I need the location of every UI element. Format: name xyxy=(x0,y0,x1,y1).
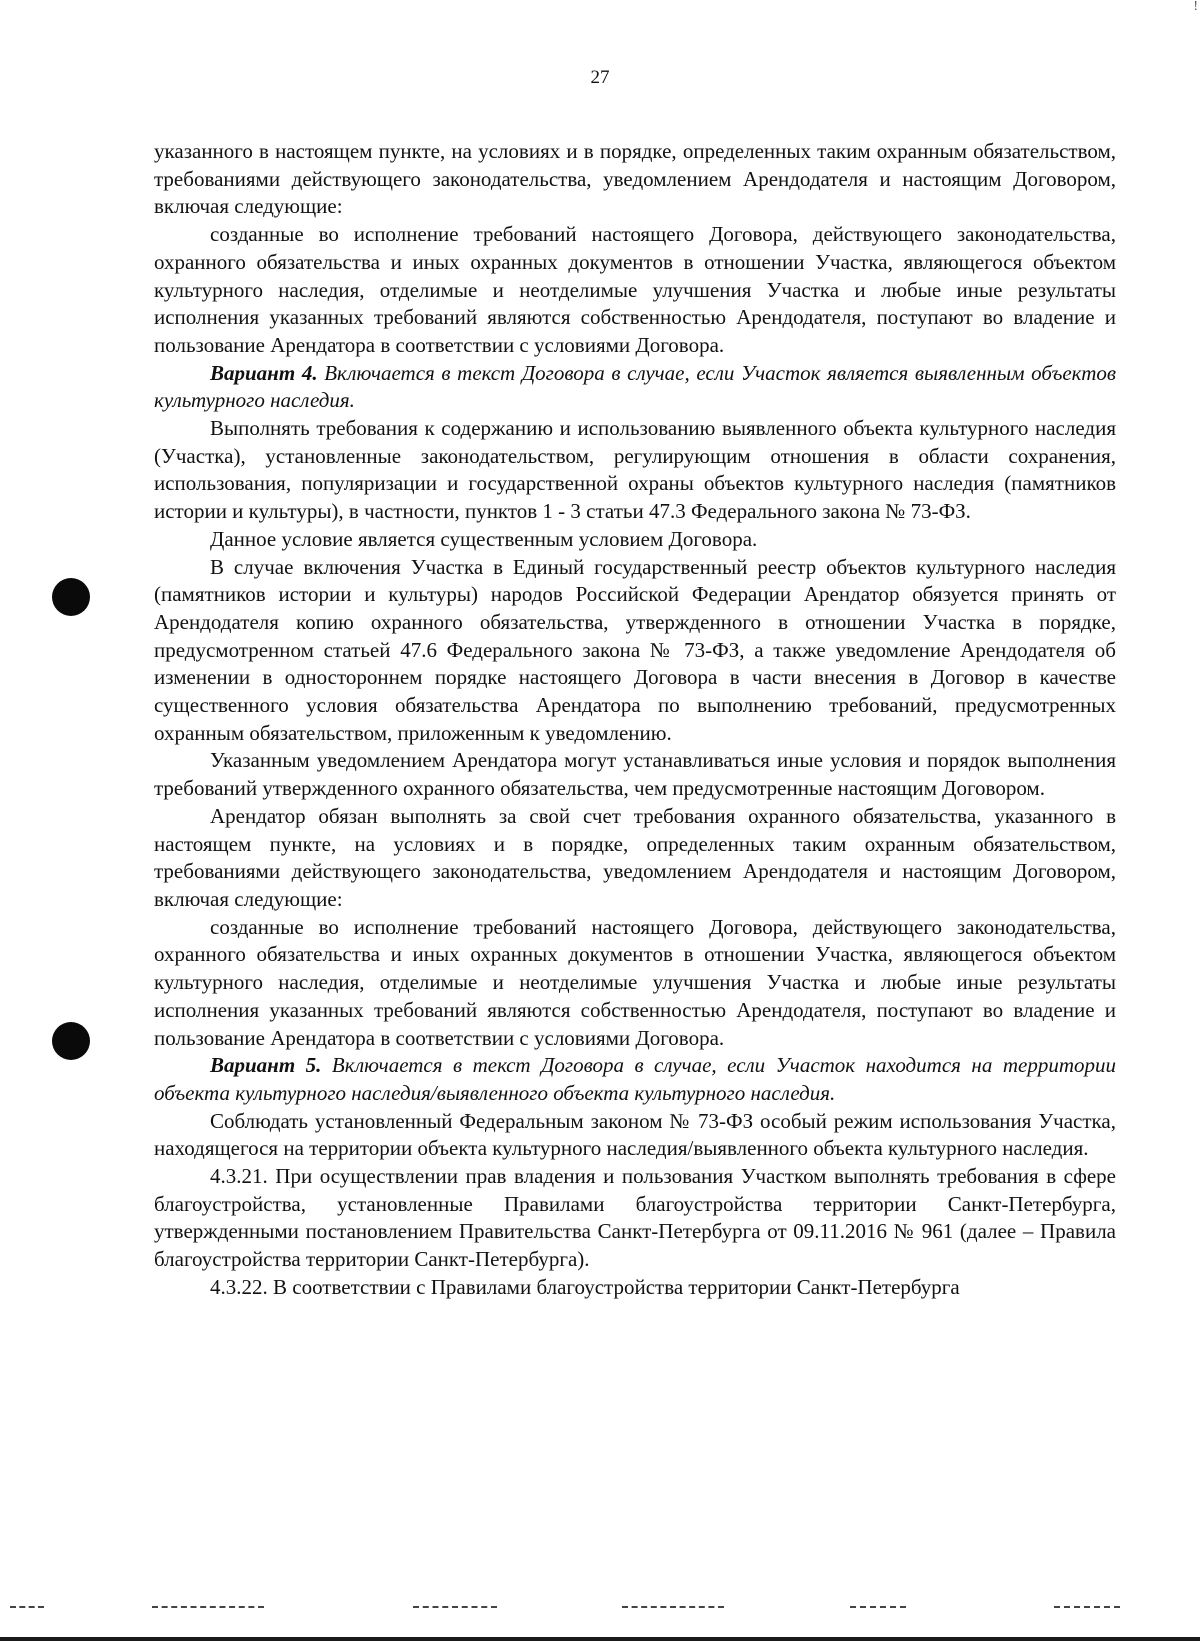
scan-artifact-line xyxy=(850,1606,906,1608)
scan-bottom-edge xyxy=(0,1637,1200,1641)
scan-artifact-line xyxy=(622,1606,724,1608)
paragraph: Данное условие является существенным условием Договора. xyxy=(210,526,758,551)
scan-artifact-line xyxy=(10,1606,44,1608)
scan-artifact-line xyxy=(1054,1606,1120,1608)
paragraph: В случае включения Участка в Единый государственный реестр объектов культурного наследия (памятников истории и культуры) народов Российской Федерации Арендатор обязуется принять от Арендодателя копию охранного обязательства, утвержденного в отношении Участка в порядке, предусмотренном статьей 47.6 Федерального закона № 73-ФЗ, а также уведомление Арендодателя об изменении в одностороннем порядке настоящего Договора в части внесения в Договор в качестве существенного условия обязательства Арендатора по выполнению требований, предусмотренных охранным обязательством, приложенным к уведомлению. xyxy=(154,554,1116,745)
document-body xyxy=(154,138,1116,1302)
variant-text: Включается в текст Договора в случае, если Участок является выявленным объектов культурного наследия. xyxy=(154,360,1116,413)
paragraph: Арендатор обязан выполнять за свой счет требования охранного обязательства, указанного в настоящем пункте, на условиях и в порядке, определенных таким охранным обязательством, требованиями действующего законодательства, уведомлением Арендодателя и настоящим Договором, включая следующие: xyxy=(154,803,1116,911)
variant-label: Вариант 4. xyxy=(210,360,318,385)
clause-4-3-22: 4.3.22. В соответствии с Правилами благоустройства территории Санкт-Петербурга xyxy=(210,1274,960,1299)
paragraph: созданные во исполнение требований настоящего Договора, действующего законодательства, охранного обязательства и иных охранных документов в отношении Участка, являющегося объектом культурного наследия, отделимые и неотделимые улучшения Участка и любые иные результаты исполнения указанных требований являются собственностью Арендодателя, поступают во владение и пользование Арендатора в соответствии с условиями Договора. xyxy=(154,222,1116,357)
variant-paragraph xyxy=(154,360,1116,415)
scan-artifact-line xyxy=(152,1606,264,1608)
variant-text: Включается в текст Договора в случае, если Участок находится на территории объекта культурного наследия/выявленного объекта культурного наследия. xyxy=(154,1053,1116,1105)
paragraph: Выполнять требования к содержанию и использованию выявленного объекта культурного наследия (Участка), установленные законодательством, регулирующим отношения в области сохранения, использования, популяризации и государственной охраны объектов культурного наследия (памятников истории и культуры), в частности, пунктов 1 - 3 статьи 47.3 Федерального закона № 73-ФЗ. xyxy=(154,416,1116,524)
corner-mark: ! xyxy=(1193,0,1198,14)
paragraph: указанного в настоящем пункте, на условиях и в порядке, определенных таким охранным обязательством, требованиями действующего законодательства, уведомлением Арендодателя и настоящим Договором, включая следующие: xyxy=(154,139,1116,219)
paragraph: Соблюдать установленный Федеральным законом № 73-ФЗ особый режим использования Участка, находящегося на территории объекта культурного наследия/выявленного объекта культурного наследия. xyxy=(154,1108,1116,1161)
paragraph: Указанным уведомлением Арендатора могут устанавливаться иные условия и порядок выполнения требований утвержденного охранного обязательства, чем предусмотренные настоящим Договором. xyxy=(154,748,1116,801)
paragraph: созданные во исполнение требований настоящего Договора, действующего законодательства, охранного обязательства и иных охранных документов в отношении Участка, являющегося объектом культурного наследия, отделимые и неотделимые улучшения Участка и любые иные результаты исполнения указанных требований являются собственностью Арендодателя, поступают во владение и пользование Арендатора в соответствии с условиями Договора. xyxy=(154,914,1116,1050)
scan-artifact-line xyxy=(413,1606,497,1608)
page-number: 27 xyxy=(590,67,610,88)
punch-hole-mark xyxy=(52,1022,90,1060)
variant-paragraph xyxy=(154,1052,1116,1107)
variant-label: Вариант 5. xyxy=(210,1053,322,1078)
clause-4-3-21: 4.3.21. При осуществлении прав владения и пользования Участком выполнять требования в сфере благоустройства, установленные Правилами благоустройства территории Санкт-Петербурга, утвержденными постановлением Правительства Санкт-Петербурга от 09.11.2016 № 961 (далее – Правила благоустройства территории Санкт-Петербурга). xyxy=(154,1164,1116,1272)
punch-hole-mark xyxy=(52,578,90,616)
